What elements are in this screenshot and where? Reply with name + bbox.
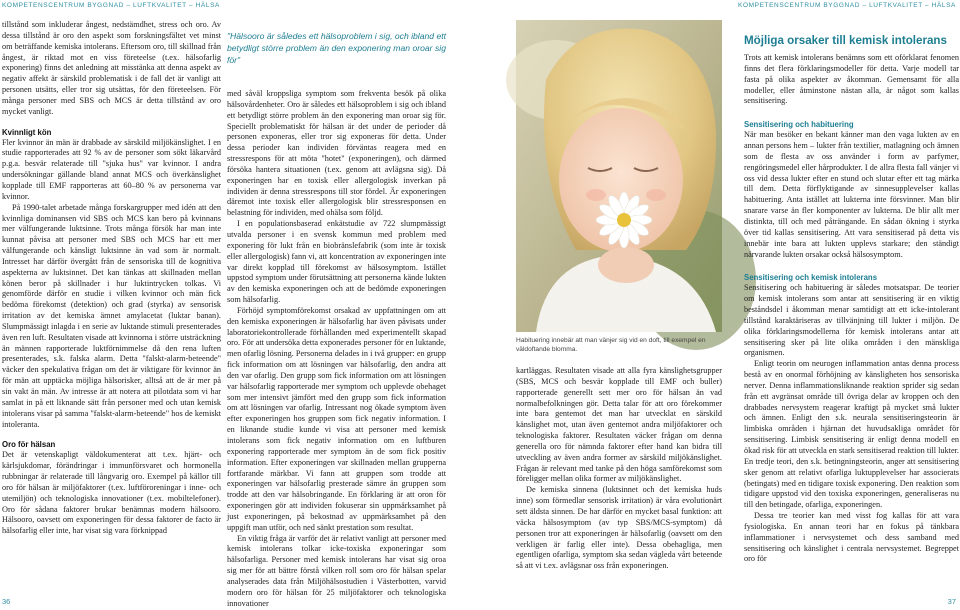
photo-girl-smelling-flower [516,20,722,332]
body-paragraph: På 1990-talet arbetade många forskargrupper med idén att den kvinnliga dominansen vid SBS och MCS kan bero på kvinnans mer välfungerande luktsinne. Trots många försök har man inte kunnat påvisa att personer med SBS och MCS har ett mer välfungerande och känsligt luktsinne än vad som är normalt. Intresset har därför övergått från de sensoriska till de kognitiva aspekterna av luktsinnet. Det kan tänkas att skillnaden mellan könen beror på skillnader i hur luktintrycken tolkas. Vi genomförde därför en studie i vilken kvinnor och män fick bedöma förekomst (detektion) och grad (styrka) av sensorisk irritation av det kemiska ämnet amylacetat (luktar banan). Slumpmässigt inlagda i en serie av luktande stimuli presenterades även ren luft. Resultaten visade att kvinnorna i större utsträckning än männen rapporterade luktförnimmelse då den rena luften presenterades, s.k. falska alarm. Detta "falskt-alarm-beteende" väcker den spekulativa frågan om det är viktigare för kvinnor än för män att upptäcka möjliga hälsorisker, alltså att de är mer på sin vakt än män. Av intresse är att notera att pilotdata som vi har samlat in på ett liknande sätt från personer med och utan kemisk intolerans visar på samma "falskt-alarm-beteende" hos de kemiskt intoleranta. [2,202,221,429]
column-3 [516,366,722,596]
body-paragraph: De kemiska sinnena (luktsinnet och det kemiska huds inne) som förmedlar sensorisk irritation) är våra evolutionärt sett äldsta sinnen. De har därför en mycket basal funktion: att väcka hälsosymptom (av typ SBS/MCS-symptom) då personen tror att exponeringen är hälsofarlig (oavsett om den verkligen är farlig eller inte). Dessa obehagliga, men egentligen ofarliga, symptom ska sedan vägleda vårt beteende så att vi t.ex. avlägsnar oss från exponeringen. [516,485,722,571]
column-1 [2,20,221,604]
box-title: Möjliga orsaker till kemisk intolerans [744,34,947,47]
sidebar-box [744,34,959,596]
body-paragraph: kartläggas. Resultaten visade att alla fyra känslighetsgrupper (SBS, MCS och besvär kopplade till EMF och buller) rapporterade generellt sett mer oro för hälsan än vad normalbefolkningen gör. Detta talar för att oro förekommer inte bara gentemot det man har utvecklat en särskild känslighet mot, utan även gentemot andra miljöfaktorer och teknologiska faktorer. Resultaten väcker frågan om denna generella oro för nämnda faktorer efter hand kan bidra till utveckling av även andra former av särskild miljökänslighet. Frågan är relevant med tanke på den höga samförekomst som föreligger mellan olika former av miljökänslighet. [516,366,722,484]
body-paragraph: Trots att kemisk intolerans benämns som ett oförklarat fenomen finns det flera förklaringsmodeller för detta. Varje modell tar fasta på olika aspekter av åkomman. Gemensamt för alla modeller, eller åtminstone nästan alla, är något som kallas sensitisering. [744,53,959,106]
page-number-left: 36 [2,597,11,606]
body-paragraph: Enligt teorin om neurogen inflammation antas denna process bestå av en onormal förhöjning av känsligheten hos sensoriska nerver. Denna inflammationsliknande reaktion sprider sig sedan från ett avgränsat område till övriga delar av kroppen och den drabbades nervsystem reagerar kraftigt på mycket små lukter och ämnen. Enligt den s.k. neurala sensitiseringsteorin är limbiska områden i hjärnan det huvudsakliga området för sensitisering. Limbisk sensitisering är enligt denna modell en ökad risk för att utveckla en stark sensitiserad reaktion till lukter. En tredje teori, den s.k. betingningsteorin, anger att sensitisering sker genom att relativt ofarliga luktupplevelser har associerats (betingats) med en tidigare toxisk exponering. Den reaktion som tidigare uppstod vid den toxiska exponeringen, generaliseras nu till den betingade, ofarliga, exponeringen. [744,359,959,510]
body-paragraph: tillstånd som inkluderar ångest, nedstämdhet, stress och oro. Av dessa tillstånd är oro den aspekt som forskningsfältet vet minst om beträffande kemiska intolerans. Eftersom oro, till skillnad från ångest, är riktad mot en viss företeelse (t.ex. hälsofarlig exponering) finns det anledning att misstänka att denna aspekt av negativ affekt är särskild problematisk i de fall det är vanligt att personen utsätts, eller tror sig utsättas, för den företeelsen. För många personer med SBS och MCS är detta tillstånd av oro mycket vanligt. [2,20,221,116]
body-paragraph: Sensitisering och habituering är således motsatspar. De teorier om kemisk intolerans som antar att sensitisering är en viktig beståndsdel i åkomman menar samtidigt att ett icke-intolerant tillstånd karaktäriseras av tillvänjning till lukter i miljön. De olika förklaringsmodellerna för kemisk intolerans antar att sensitisering sker på lite olika områden i den mänskliga organismen. [744,283,959,358]
section-heading-sensitization: Sensitisering och habituering [744,120,854,130]
running-header-right: KOMPETENSCENTRUM BYGGNAD – LUFTKVALITET – HÄLSA [738,2,956,9]
body-paragraph: När man besöker en bekant känner man den vaga lukten av en annan persons hem – lukter från textilier, matlagning och ämnen som de flesta av oss använder i form av parfymer, rengöringsmedel eller hårprodukter. I de allra flesta fall vänjer vi oss vid dessa lukter efter en stund och slutar efter ett tag märka till dem. Detta förflyktigande av sinnesupplevelser kallas habituering. Anta istället att lukterna inte försvinner. Man blir snarare varse än fler komponenter av lukterna. De blir allt mer distinkta, till och med påträngande. En sådan ökning i styrka över tid kallas sensitisering. Att vara sensitiserad på detta vis innebär inte bara att lukten upplevs starkare; den ständigt närvarande lukten orsakar också hälsosymptom. [744,130,959,259]
body-paragraph: Dessa tre teorier kan med visst fog kallas för att vara fysiologiska. En annan teori har en fokus på tänkbara inflammationer i nervsystemet och dess samband med sensitisering och känslighet i centrala nervsystemet. Begreppet oro för [744,511,959,564]
page-number-right: 37 [947,597,956,606]
body-paragraph: med såväl kroppsliga symptom som frekventa besök på olika hälsovårdenheter. Oro är således ett hälsoproblem i sig och ibland ett betydligt större problem än den exponering man oroar sig för. Speciellt problematiskt för hälsan är det under de perioder då personen exponeras, eller tror sig exponeras för detta. Under dessa perioder kan individen förväntas reagera med en stressrespons för att möta "hotet" (exponeringen), och därmed försöka hantera situationen (t.ex. genom att avlägsna sig). Då exponeringen har en toxisk eller allergologisk inverkan på individen är denna stressrespons till stor fördel. Är exponeringen däremot inte toxisk eller allergologisk blir stressresponsen en belastning för individen, med ohälsa som följd. [227,89,446,218]
section-heading-female-sex: Kvinnligt kön [2,127,52,137]
body-paragraph: Det är vetenskapligt väldokumenterat att t.ex. hjärt- och kärlsjukdomar, förändringar i immunförsvaret och hormonella rubbningar är relaterade till långvarig oro. Exempel på källor till oro för hälsan är miljöfaktorer (t.ex. luftföroreningar i inne- och utemiljön) och teknologiska innovationer (t.ex. mobiltelefoner). Oro för sådana faktorer brukar benämnas modern hälsooro. Hälsooro, oavsett om exponeringen för dessa faktorer de facto är hälsofarlig eller inte, har visat sig vara förknippad [2,450,221,536]
body-paragraph: En viktig fråga är varför det är relativt vanligt att personer med kemisk intolerans tolkar icke-toxiska exponeringar som hälsofarliga. Personer med kemisk intolerans har visat sig oroa sig mer för att bättre förstå vilken roll som oro för hälsan spelar analyserades data från Miljöhälsostudien i Västerbotten, varvid modern oro för hälsan för 25 miljöfaktorer och teknologiska innovationer [227,533,446,608]
body-paragraph: Förhöjd symptomförekomst orsakad av uppfattningen om att den kemiska exponeringen är hälsofarlig har även påvisats under laboratoriekontrollerade förhållanden med experimentellt skapad oro. För att undersöka detta exponerades personer för en luktande, men ofarlig lösning. Personerna delades in i två grupper: en grupp fick information om att lösningen var hälsofarlig, den andra att den var ofarlig. Den grupp som fick information om att lösningen var hälsofarlig rapporterade mer symptom och upplevde obehaget som mer intensivt jämfört med den grupp som fick information om att lösningen var ofarlig. Intressant nog ökade symptom även efter exponeringen hos gruppen som fick negativ information. I en liknande studie kunde vi visa att personer med kemisk intolerans som fick negativ information om en luftburen exponering rapporterade mer symptom än de som fick positiv information. Efter exponeringen var skillnaden mellan grupperna fortfarande märkbar. Vi fann att gruppen som trodde att exponeringen var hälsofarlig presterade sämre än gruppen som trodde att den var hälsobringande. En förklaring är att oron för exponeringen gör att individen fokuserar sin uppmärksamhet på just exponeringen, på bekostnad av uppmärksamhet på den uppgift man utför, och ned sänkt prestation som resultat. [227,305,446,532]
pull-quote: "Hälsooro är således ett hälsoproblem i sig, och ibland ett betydligt större problem än den exponering man oroar sig för" [227,31,446,65]
photo-caption: Habituering innebär att man vänjer sig vid en doft, till exempel en väldoftande blomma. [516,337,706,353]
body-paragraph: Fler kvinnor än män är drabbade av särskild miljökänslighet. I en studie rapporterades att 92 % av de personer som sökt läkarvård p.g.a. besvär relaterade till "sjuka hus" var kvinnor. I andra undersökningar gällande bland annat MCS och överkänslighet kopplade till EMF rapporteras att 60–80 % av personerna var kvinnor. [2,137,221,201]
column-2 [227,30,446,608]
body-paragraph: I en populationsbaserad enkätstudie av 722 slumpmässigt utvalda personer i en svensk kommun med problem med exponering för lukt från en biobränslefabrik (som inte är toxisk eller allergologisk) fann vi, att koncentration av exponeringen inte var direkt kopplad till förekomst av hälsosymptom. Istället uppstod symptom under förutsättning att personerna kände lukten av den kemiska exponeringen och att de bedömde exponeringen som hälsofarlig. [227,219,446,305]
section-heading-health-worry: Oro för hälsan [2,440,56,450]
section-heading-chemical-intolerance: Sensitisering och kemisk intolerans [744,273,878,283]
running-header-left: KOMPETENSCENTRUM BYGGNAD – LUFTKVALITET – HÄLSA [2,2,220,9]
